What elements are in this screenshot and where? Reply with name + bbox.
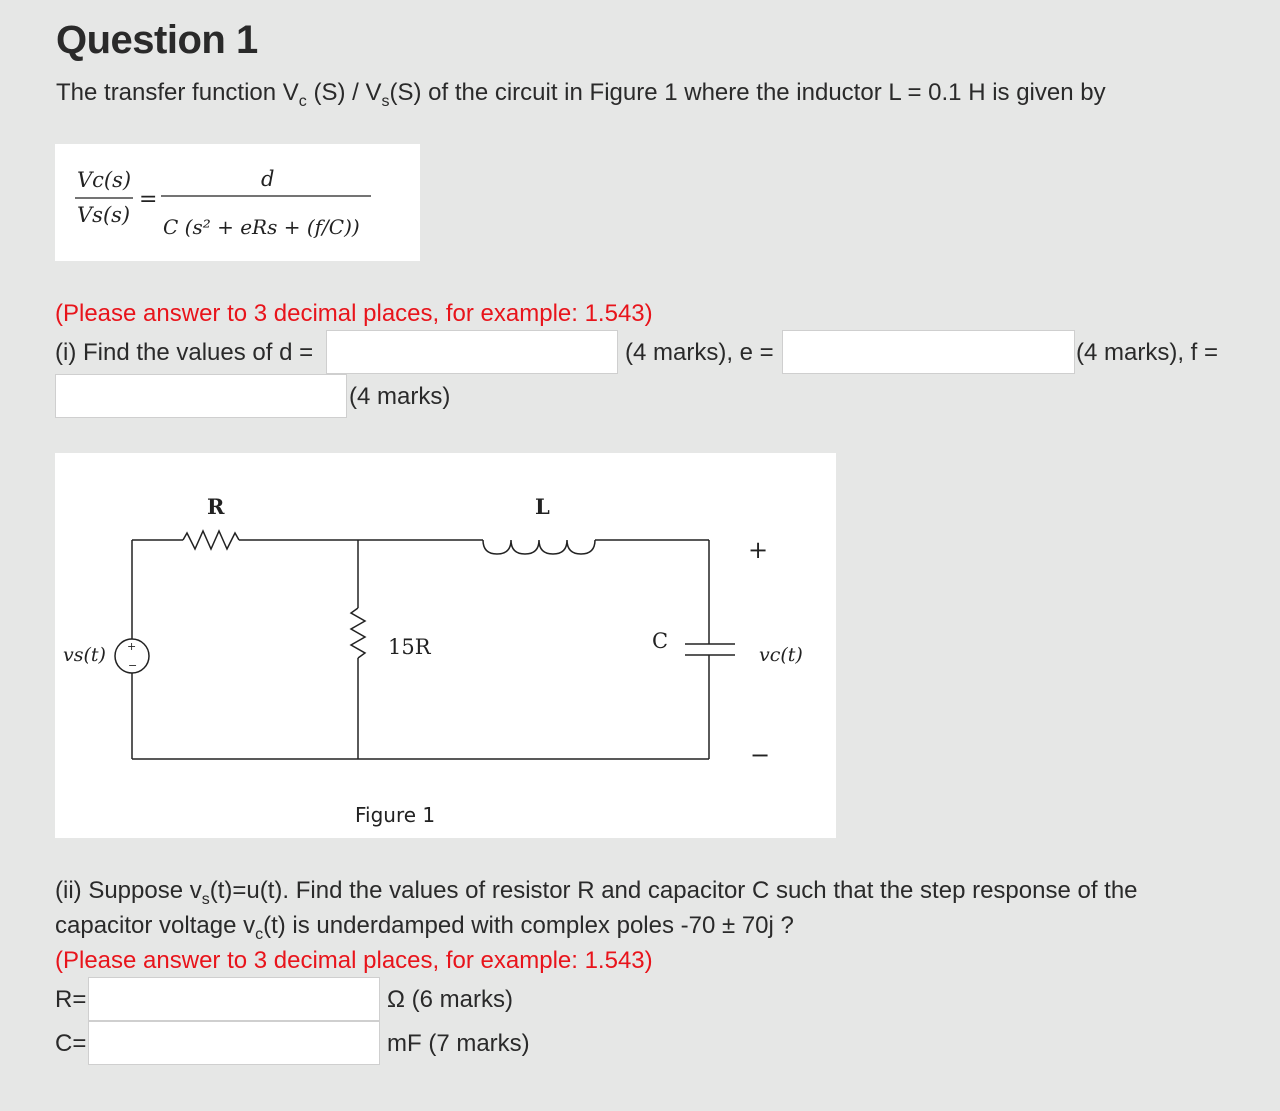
figure-caption: Figure 1 (355, 803, 436, 827)
r-input[interactable] (88, 977, 380, 1021)
intro-text: The transfer function $V_c$ $(S) / V_s(S)$ of the circuit in Figure 1 where the inductor L = 0.1 H is given by (56, 79, 1106, 110)
formula-num-left: Vc(s) (77, 168, 132, 192)
f-marks: (4 marks) (349, 383, 451, 410)
formula-equals: = (139, 187, 158, 212)
d-marks: (4 marks), e = (625, 339, 774, 366)
label-minus: − (750, 741, 771, 769)
r-unit: Ω (6 marks) (387, 986, 513, 1013)
part2-line2: capacitor voltage $v_c(t)$ is underdamped with complex poles -70 ± 70j ? (55, 912, 794, 943)
part2-line1: (ii) Suppose $v_s(t)=u(t)$. Find the values of resistor R and capacitor C such that the step response of the (55, 877, 1138, 908)
c-label: C= (55, 1030, 87, 1057)
r-label: R= (55, 986, 87, 1013)
question-title: Question 1 (56, 18, 258, 62)
inductor-l (483, 540, 595, 554)
resistor-15r (351, 608, 365, 658)
label-plus: + (748, 536, 769, 564)
part2-instruction: (Please answer to 3 decimal places, for example: 1.543) (55, 947, 653, 974)
part1-instruction: (Please answer to 3 decimal places, for example: 1.543) (55, 300, 653, 327)
formula-den-left: Vs(s) (77, 203, 131, 227)
c-unit: mF (7 marks) (387, 1030, 530, 1057)
label-vc: vc(t) (759, 644, 803, 666)
source-minus: − (128, 659, 138, 672)
source-plus: + (127, 640, 137, 653)
e-marks: (4 marks), f = (1076, 339, 1219, 366)
f-input[interactable] (55, 374, 347, 418)
transfer-function-formula (55, 144, 420, 261)
label-c: C (652, 629, 669, 653)
label-15r: 15R (388, 635, 431, 659)
formula-den-right: C (s² + eRs + (f/C)) (163, 215, 360, 239)
label-vs: vs(t) (63, 644, 106, 666)
d-input[interactable] (326, 330, 618, 374)
e-input[interactable] (782, 330, 1075, 374)
part1-prompt: (i) Find the values of d = (55, 339, 314, 366)
label-l: L (535, 494, 550, 519)
c-input[interactable] (88, 1021, 380, 1065)
resistor-r (183, 531, 239, 549)
label-r: R (207, 494, 225, 519)
formula-num-right: d (261, 167, 275, 191)
circuit-figure (55, 453, 836, 838)
